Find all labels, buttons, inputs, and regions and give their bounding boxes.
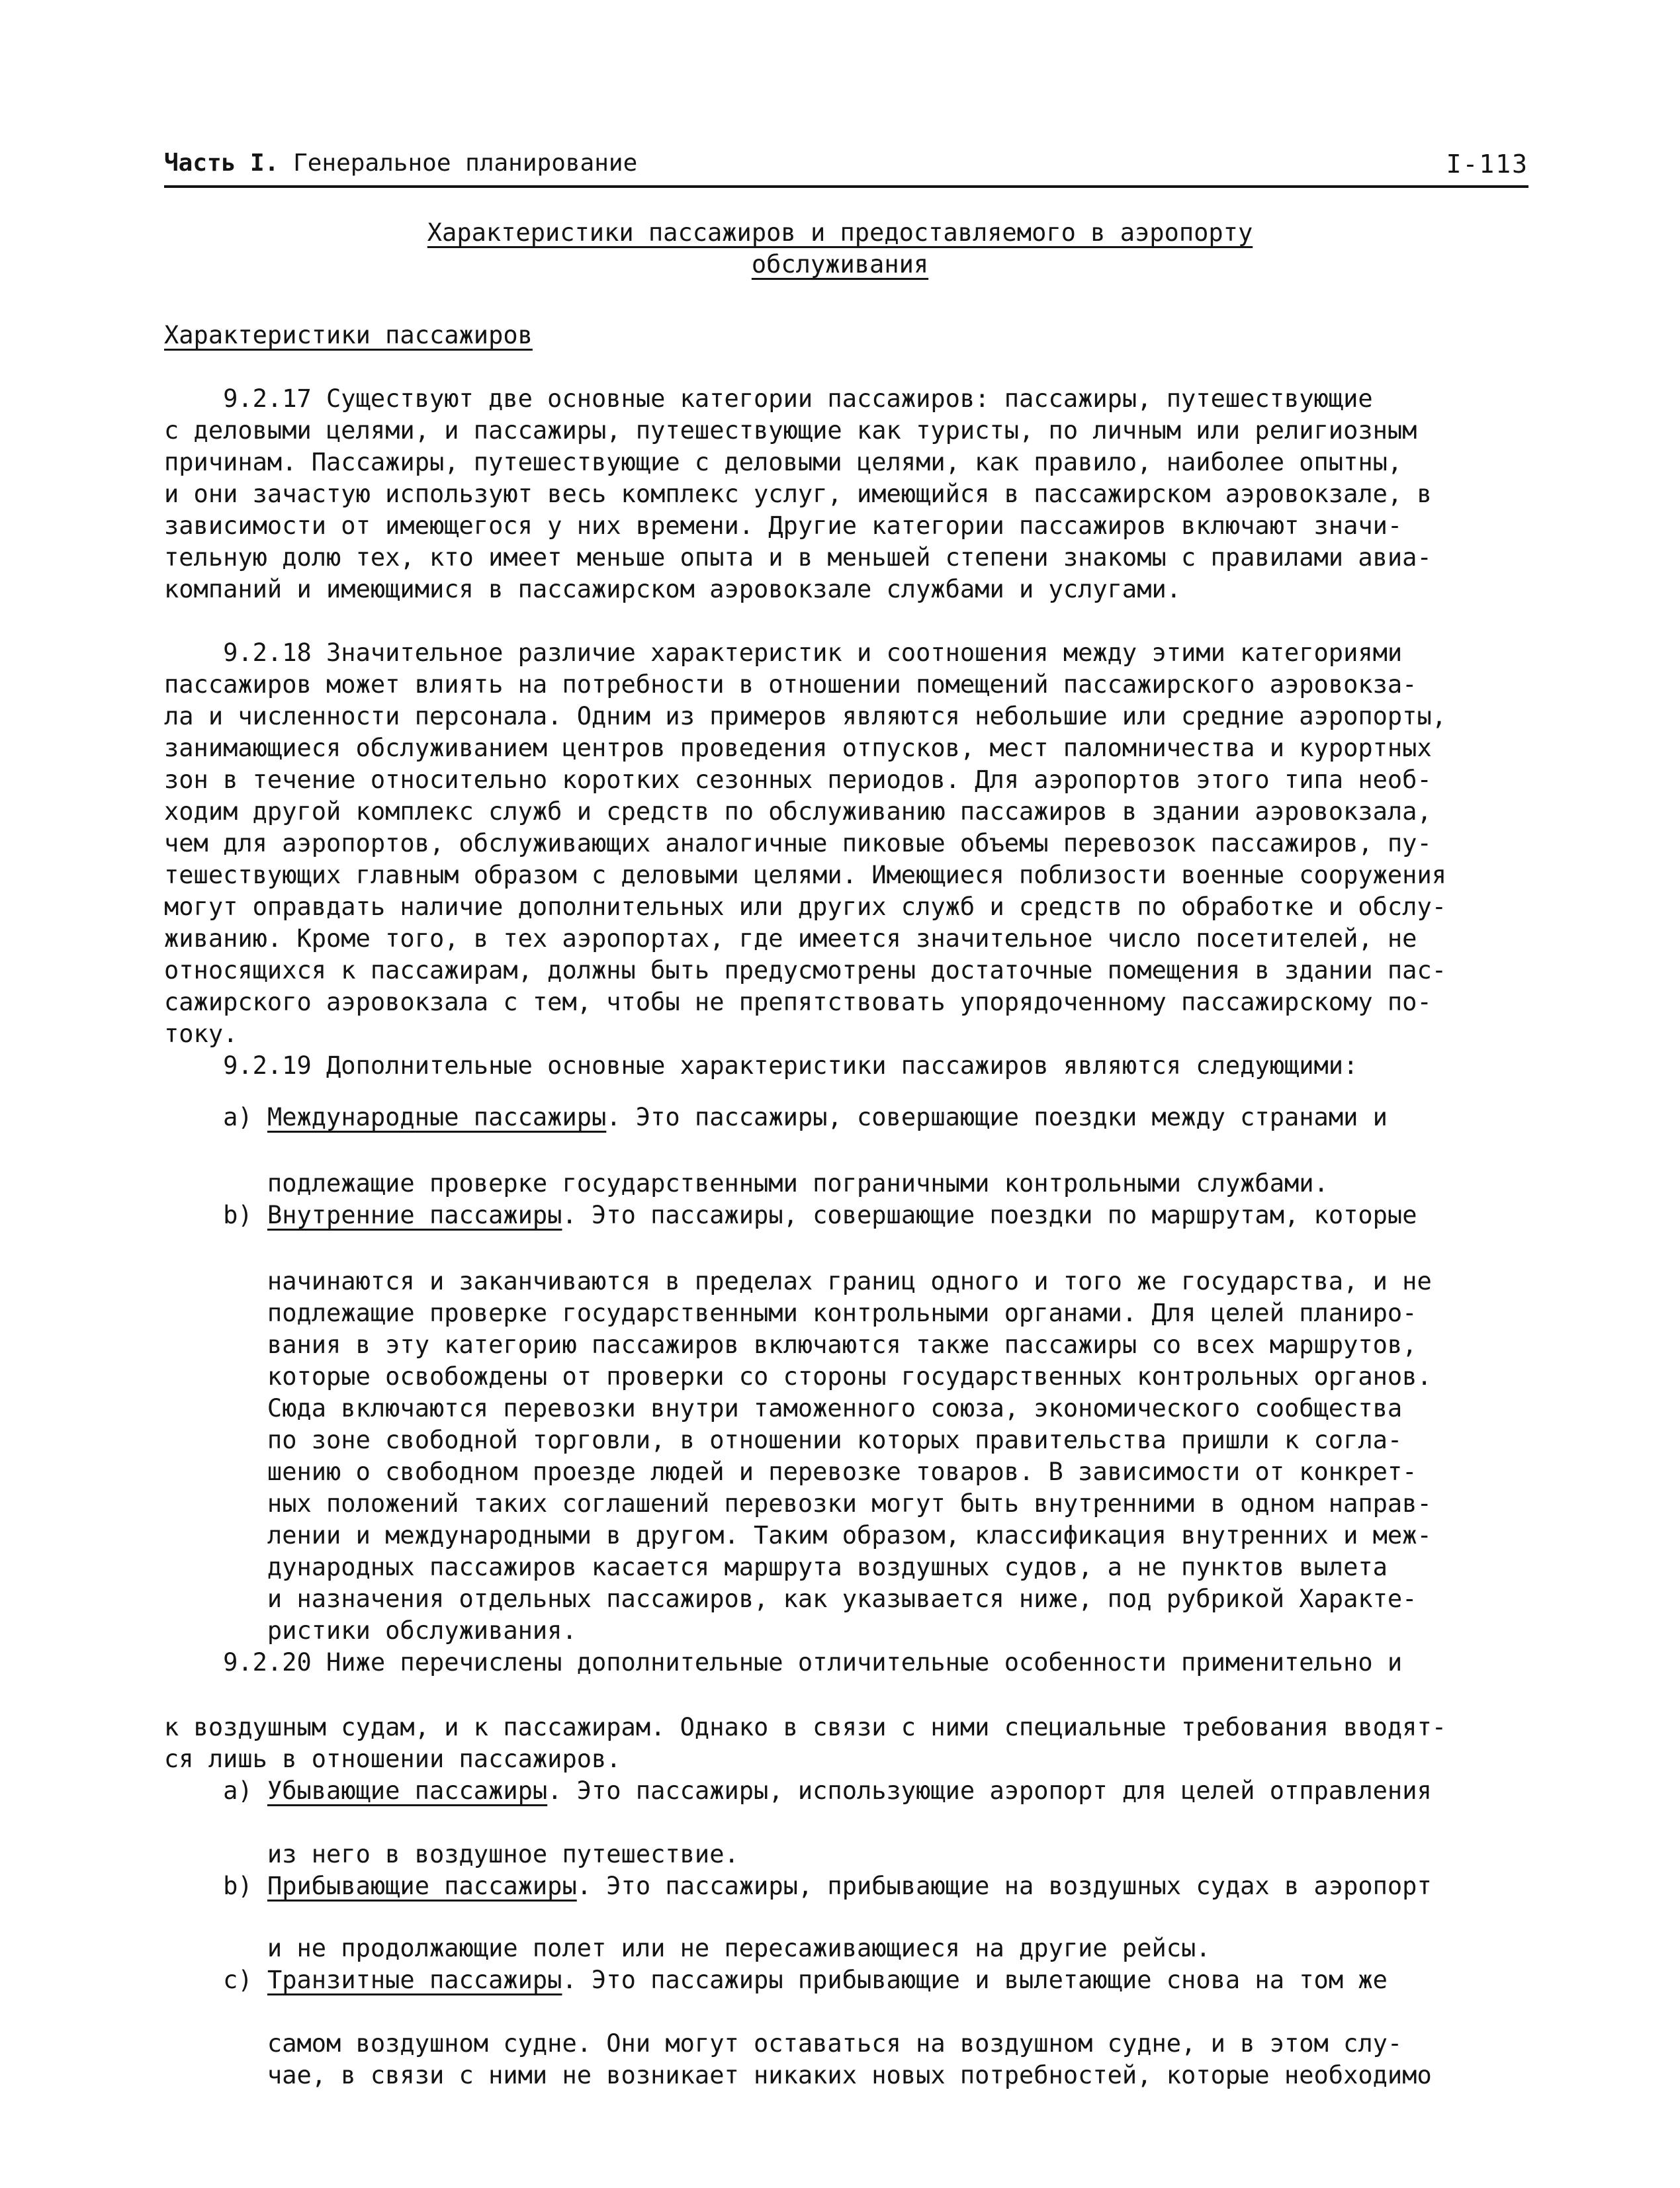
line-text: тешествующих главным образом с деловыми целями. Имеющиеся поблизости военные сооружения [164,861,1447,889]
line-text: тельную долю тех, кто имеет меньше опыта и в меньшей степени знакомы с правилами авиа- [164,543,1432,572]
line-text: . Это пассажиры прибывающие и вылетающие снова на том же [562,1966,1388,1994]
text-line [164,1584,1417,1614]
line-text: из него в воздушное путешествие. [164,1840,739,1868]
text-line [164,955,1446,986]
line-text: . Это пассажиры, прибывающие на воздушных судах в аэропорт [576,1872,1432,1900]
text-line [164,1616,577,1646]
text-line [164,701,1446,732]
line-text: 9.2.18 Значительное различие характеристик и соотношения между этими категориями [164,638,1403,667]
line-text: и не продолжающие полет или не пересаживающиеся на другие рейсы. [164,1934,1211,1962]
line-text: которые освобождены от проверки со стороны государственных контрольных органов. [164,1362,1432,1391]
line-text: ристики обслуживания. [164,1616,577,1645]
defined-term: Прибывающие пассажиры [267,1872,577,1900]
text-line [164,638,1402,668]
list-marker: b) [164,1201,267,1229]
line-text: чем для аэропортов, обслуживающих аналогичные пиковые объемы перевозок пассажиров, пу- [164,829,1432,857]
text-line [164,1489,1432,1519]
line-text: лении и международными в другом. Таким образом, классификация внутренних и меж- [164,1521,1432,1550]
line-text: . Это пассажиры, использующие аэропорт для целей отправления [547,1776,1432,1805]
page-number: I-113 [1446,150,1528,179]
list-item-line [164,1776,1432,1806]
line-text: ходим другой комплекс служб и средств по обслуживанию пассажиров в здании аэровокзала, [164,797,1432,826]
text-line [164,1744,621,1774]
list-marker: a) [164,1776,267,1805]
text-line [164,1393,1402,1424]
line-text: с деловыми целями, и пассажиры, путешествующие как туристы, по личным или религиозным [164,416,1417,445]
text-line [164,860,1446,891]
text-line [164,574,1181,605]
line-text: . Это пассажиры, совершающие поездки между странами и [606,1103,1388,1131]
line-text: к воздушным судам, и к пассажирам. Однако в связи с ними специальные требования вводят- [164,1713,1447,1741]
line-text: вания в эту категорию пассажиров включаются также пассажиры со всех маршрутов, [164,1331,1417,1359]
line-text: занимающиеся обслуживанием центров проведения отпусков, мест паломничества и курортных [164,734,1432,762]
line-text: чае, в связи с ними не возникает никаких новых потребностей, которые необходимо [164,2061,1432,2089]
list-item-line [164,1965,1388,1995]
list-item-line [164,1871,1432,1902]
line-text: самом воздушном судне. Они могут оставаться на воздушном судне, и в этом слу- [164,2029,1403,2058]
line-text: . Это пассажиры, совершающие поездки по маршрутам, которые [562,1201,1417,1229]
text-line [164,479,1432,509]
line-text: подлежащие проверке государственными контрольными органами. Для целей планиро- [164,1299,1417,1327]
line-text: ся лишь в отношении пассажиров. [164,1745,621,1773]
text-line [164,447,1402,478]
line-text: пассажиров может влиять на потребности в отношении помещений пассажирского аэровокза- [164,670,1417,699]
line-text: начинаются и заканчиваются в пределах границ одного и того же государства, и не [164,1267,1432,1295]
section-heading: Характеристики пассажиров [164,321,533,349]
text-line [164,543,1432,573]
text-line [164,2029,1402,2059]
text-line [164,1051,1358,1081]
text-line [164,1647,1402,1678]
text-line [164,1712,1446,1743]
header-rule [164,185,1528,188]
text-line [164,1457,1417,1487]
text-line [164,765,1432,795]
text-line [164,924,1417,954]
list-marker: a) [164,1103,267,1131]
doc-title-line-1: Характеристики пассажиров и предоставляемого в аэропорту [427,218,1253,247]
text-line [164,1362,1432,1392]
text-line [164,733,1432,764]
line-text: по зоне свободной торговли, в отношении которых правительства пришли к согла- [164,1426,1403,1454]
defined-term: Убывающие пассажиры [267,1776,548,1805]
text-line [164,511,1402,541]
line-text: зон в течение относительно коротких сезонных периодов. Для аэропортов этого типа необ- [164,766,1432,794]
text-line [164,2060,1432,2091]
line-text: и они зачастую используют весь комплекс услуг, имеющийся в пассажирском аэровокзале, в [164,480,1432,508]
line-text: шению о свободном проезде людей и перевозке товаров. В зависимости от конкрет- [164,1458,1417,1486]
line-text: дународных пассажиров касается маршрута воздушных судов, а не пунктов вылета [164,1553,1388,1581]
text-line [164,384,1373,414]
line-text: относящихся к пассажирам, должны быть предусмотрены достаточные помещения в здании пас- [164,956,1447,985]
line-text: зависимости от имеющегося у них времени. Другие категории пассажиров включают значи- [164,511,1403,540]
list-marker: c) [164,1966,267,1994]
text-line [164,670,1417,700]
text-line [164,797,1432,827]
line-text: могут оправдать наличие дополнительных или других служб и средств по обработке и обслу- [164,893,1447,921]
defined-term: Международные пассажиры [267,1103,607,1131]
header-part-label: Часть I. [164,150,279,177]
list-item-line [164,1200,1417,1231]
running-header [164,150,1528,188]
text-line [164,1425,1402,1456]
line-text: подлежащие проверке государственными пограничными контрольными службами. [164,1169,1329,1198]
text-line [164,1552,1388,1583]
defined-term: Внутренние пассажиры [267,1201,562,1229]
text-line [164,1168,1329,1199]
text-line [164,892,1446,922]
text-line [164,828,1432,859]
line-text: живанию. Кроме того, в тех аэропортах, где имеется значительное число посетителей, не [164,924,1417,953]
doc-title-line-2: обслуживания [751,250,929,279]
line-text: и назначения отдельных пассажиров, как указывается ниже, под рубрикой Характе- [164,1585,1417,1613]
defined-term: Транзитные пассажиры [267,1966,562,1994]
line-text: Сюда включаются перевозки внутри таможенного союза, экономического сообщества [164,1394,1403,1422]
header-part [164,150,637,177]
text-line [164,1019,238,1049]
text-line [164,1520,1432,1551]
line-text: 9.2.17 Существуют две основные категории пассажиров: пассажиры, путешествующие [164,384,1373,413]
line-text: ла и численности персонала. Одним из примеров являются небольшие или средние аэропорты, [164,702,1447,730]
line-text: причинам. Пассажиры, путешествующие с деловыми целями, как правило, наиболее опытны, [164,448,1403,476]
list-marker: b) [164,1872,267,1900]
line-text: ных положений таких соглашений перевозки могут быть внутренними в одном направ- [164,1489,1432,1518]
list-item-line [164,1102,1388,1133]
text-line [164,1266,1432,1297]
text-line [164,1933,1211,1964]
line-text: 9.2.20 Ниже перечислены дополнительные отличительные особенности применительно и [164,1648,1403,1677]
line-text: 9.2.19 Дополнительные основные характеристики пассажиров являются следующими: [164,1051,1358,1080]
line-text: току. [164,1020,238,1048]
text-line [164,1330,1417,1360]
header-part-title: Генеральное планирование [293,150,638,177]
text-line [164,987,1432,1018]
text-line [164,416,1417,446]
text-line [164,1839,739,1870]
text-line [164,1298,1417,1329]
line-text: компаний и имеющимися в пассажирском аэровокзале службами и услугами. [164,575,1182,603]
line-text: сажирского аэровокзала с тем, чтобы не препятствовать упорядоченному пассажирскому по- [164,988,1432,1016]
